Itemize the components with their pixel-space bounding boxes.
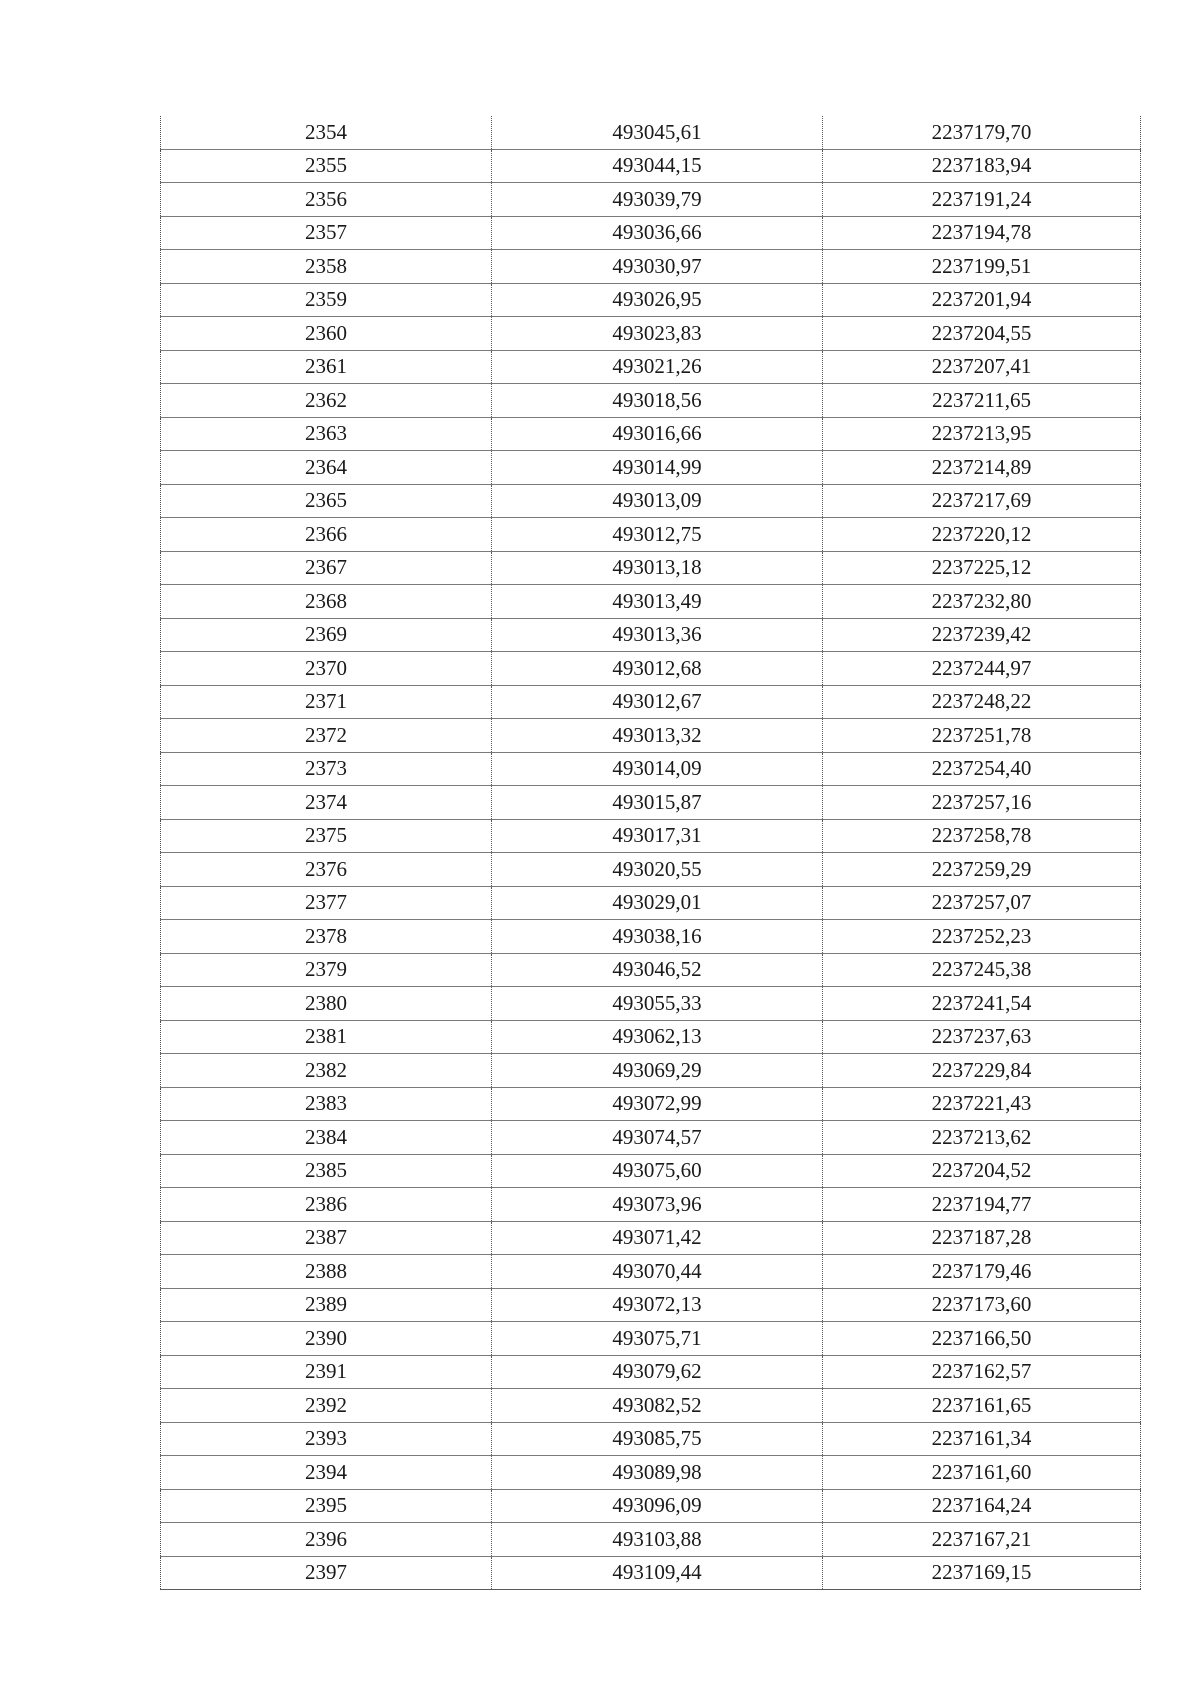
table-row [161,1087,1141,1121]
point-number-cell: 2365 [161,484,492,518]
x-coordinate-cell: 493109,44 [492,1556,823,1590]
x-coordinate-cell: 493089,98 [492,1456,823,1490]
table-row [161,853,1141,887]
y-coordinate-cell: 2237239,42 [823,618,1141,652]
point-number-cell: 2380 [161,987,492,1021]
point-number-cell: 2376 [161,853,492,887]
table-row [161,1355,1141,1389]
point-number-cell: 2385 [161,1154,492,1188]
table-row [161,819,1141,853]
table-row [161,250,1141,284]
y-coordinate-cell: 2237173,60 [823,1288,1141,1322]
y-coordinate-cell: 2237161,34 [823,1422,1141,1456]
table-row [161,886,1141,920]
y-coordinate-cell: 2237258,78 [823,819,1141,853]
x-coordinate-cell: 493046,52 [492,953,823,987]
x-coordinate-cell: 493013,49 [492,585,823,619]
x-coordinate-cell: 493013,32 [492,719,823,753]
point-number-cell: 2372 [161,719,492,753]
point-number-cell: 2356 [161,183,492,217]
x-coordinate-cell: 493070,44 [492,1255,823,1289]
x-coordinate-cell: 493017,31 [492,819,823,853]
y-coordinate-cell: 2237167,21 [823,1523,1141,1557]
point-number-cell: 2381 [161,1020,492,1054]
x-coordinate-cell: 493073,96 [492,1188,823,1222]
x-coordinate-cell: 493014,99 [492,451,823,485]
y-coordinate-cell: 2237254,40 [823,752,1141,786]
point-number-cell: 2371 [161,685,492,719]
x-coordinate-cell: 493075,71 [492,1322,823,1356]
table-row [161,685,1141,719]
table-row [161,1020,1141,1054]
y-coordinate-cell: 2237204,55 [823,317,1141,351]
table-row [161,987,1141,1021]
x-coordinate-cell: 493012,75 [492,518,823,552]
x-coordinate-cell: 493020,55 [492,853,823,887]
y-coordinate-cell: 2237179,46 [823,1255,1141,1289]
y-coordinate-cell: 2237225,12 [823,551,1141,585]
x-coordinate-cell: 493016,66 [492,417,823,451]
point-number-cell: 2389 [161,1288,492,1322]
x-coordinate-cell: 493071,42 [492,1221,823,1255]
point-number-cell: 2386 [161,1188,492,1222]
y-coordinate-cell: 2237257,07 [823,886,1141,920]
table-row [161,953,1141,987]
coordinates-table-body [161,116,1141,1590]
y-coordinate-cell: 2237179,70 [823,116,1141,149]
table-row [161,585,1141,619]
point-number-cell: 2366 [161,518,492,552]
point-number-cell: 2394 [161,1456,492,1490]
x-coordinate-cell: 493045,61 [492,116,823,149]
y-coordinate-cell: 2237252,23 [823,920,1141,954]
y-coordinate-cell: 2237244,97 [823,652,1141,686]
point-number-cell: 2377 [161,886,492,920]
x-coordinate-cell: 493012,68 [492,652,823,686]
y-coordinate-cell: 2237194,77 [823,1188,1141,1222]
point-number-cell: 2387 [161,1221,492,1255]
x-coordinate-cell: 493013,18 [492,551,823,585]
y-coordinate-cell: 2237214,89 [823,451,1141,485]
y-coordinate-cell: 2237161,60 [823,1456,1141,1490]
table-row [161,1322,1141,1356]
coordinates-table [160,116,1141,1590]
point-number-cell: 2363 [161,417,492,451]
x-coordinate-cell: 493072,99 [492,1087,823,1121]
table-row [161,1422,1141,1456]
x-coordinate-cell: 493013,09 [492,484,823,518]
y-coordinate-cell: 2237201,94 [823,283,1141,317]
y-coordinate-cell: 2237169,15 [823,1556,1141,1590]
table-row [161,283,1141,317]
table-row [161,1154,1141,1188]
point-number-cell: 2362 [161,384,492,418]
point-number-cell: 2370 [161,652,492,686]
point-number-cell: 2395 [161,1489,492,1523]
y-coordinate-cell: 2237220,12 [823,518,1141,552]
y-coordinate-cell: 2237166,50 [823,1322,1141,1356]
table-row [161,786,1141,820]
y-coordinate-cell: 2237257,16 [823,786,1141,820]
x-coordinate-cell: 493069,29 [492,1054,823,1088]
y-coordinate-cell: 2237245,38 [823,953,1141,987]
table-row [161,1489,1141,1523]
point-number-cell: 2364 [161,451,492,485]
y-coordinate-cell: 2237241,54 [823,987,1141,1021]
point-number-cell: 2390 [161,1322,492,1356]
x-coordinate-cell: 493039,79 [492,183,823,217]
table-row [161,417,1141,451]
point-number-cell: 2354 [161,116,492,149]
y-coordinate-cell: 2237217,69 [823,484,1141,518]
x-coordinate-cell: 493103,88 [492,1523,823,1557]
table-row [161,317,1141,351]
x-coordinate-cell: 493074,57 [492,1121,823,1155]
y-coordinate-cell: 2237237,63 [823,1020,1141,1054]
y-coordinate-cell: 2237187,28 [823,1221,1141,1255]
x-coordinate-cell: 493012,67 [492,685,823,719]
table-row [161,1121,1141,1155]
x-coordinate-cell: 493014,09 [492,752,823,786]
table-row [161,920,1141,954]
table-row [161,183,1141,217]
y-coordinate-cell: 2237194,78 [823,216,1141,250]
x-coordinate-cell: 493079,62 [492,1355,823,1389]
point-number-cell: 2379 [161,953,492,987]
table-row [161,618,1141,652]
x-coordinate-cell: 493082,52 [492,1389,823,1423]
y-coordinate-cell: 2237204,52 [823,1154,1141,1188]
table-row [161,1188,1141,1222]
y-coordinate-cell: 2237248,22 [823,685,1141,719]
x-coordinate-cell: 493075,60 [492,1154,823,1188]
x-coordinate-cell: 493085,75 [492,1422,823,1456]
point-number-cell: 2388 [161,1255,492,1289]
y-coordinate-cell: 2237162,57 [823,1355,1141,1389]
y-coordinate-cell: 2237191,24 [823,183,1141,217]
table-row [161,1556,1141,1590]
table-row [161,1523,1141,1557]
x-coordinate-cell: 493044,15 [492,149,823,183]
x-coordinate-cell: 493072,13 [492,1288,823,1322]
table-row [161,752,1141,786]
x-coordinate-cell: 493096,09 [492,1489,823,1523]
point-number-cell: 2374 [161,786,492,820]
point-number-cell: 2378 [161,920,492,954]
y-coordinate-cell: 2237251,78 [823,719,1141,753]
y-coordinate-cell: 2237229,84 [823,1054,1141,1088]
table-row [161,149,1141,183]
y-coordinate-cell: 2237164,24 [823,1489,1141,1523]
table-row [161,1389,1141,1423]
x-coordinate-cell: 493018,56 [492,384,823,418]
y-coordinate-cell: 2237232,80 [823,585,1141,619]
point-number-cell: 2393 [161,1422,492,1456]
table-row [161,719,1141,753]
point-number-cell: 2375 [161,819,492,853]
point-number-cell: 2359 [161,283,492,317]
x-coordinate-cell: 493023,83 [492,317,823,351]
table-row [161,350,1141,384]
table-row [161,384,1141,418]
table-row [161,1456,1141,1490]
x-coordinate-cell: 493030,97 [492,250,823,284]
point-number-cell: 2367 [161,551,492,585]
point-number-cell: 2368 [161,585,492,619]
table-row [161,652,1141,686]
y-coordinate-cell: 2237259,29 [823,853,1141,887]
x-coordinate-cell: 493015,87 [492,786,823,820]
x-coordinate-cell: 493021,26 [492,350,823,384]
point-number-cell: 2355 [161,149,492,183]
table-row [161,1221,1141,1255]
table-row [161,551,1141,585]
point-number-cell: 2397 [161,1556,492,1590]
point-number-cell: 2357 [161,216,492,250]
point-number-cell: 2361 [161,350,492,384]
y-coordinate-cell: 2237211,65 [823,384,1141,418]
table-row [161,484,1141,518]
point-number-cell: 2373 [161,752,492,786]
point-number-cell: 2383 [161,1087,492,1121]
y-coordinate-cell: 2237183,94 [823,149,1141,183]
point-number-cell: 2382 [161,1054,492,1088]
table-row [161,518,1141,552]
table-row [161,116,1141,149]
y-coordinate-cell: 2237213,62 [823,1121,1141,1155]
y-coordinate-cell: 2237213,95 [823,417,1141,451]
y-coordinate-cell: 2237207,41 [823,350,1141,384]
x-coordinate-cell: 493038,16 [492,920,823,954]
x-coordinate-cell: 493036,66 [492,216,823,250]
x-coordinate-cell: 493062,13 [492,1020,823,1054]
point-number-cell: 2392 [161,1389,492,1423]
y-coordinate-cell: 2237221,43 [823,1087,1141,1121]
table-row [161,216,1141,250]
x-coordinate-cell: 493013,36 [492,618,823,652]
point-number-cell: 2369 [161,618,492,652]
y-coordinate-cell: 2237199,51 [823,250,1141,284]
x-coordinate-cell: 493026,95 [492,283,823,317]
point-number-cell: 2391 [161,1355,492,1389]
point-number-cell: 2396 [161,1523,492,1557]
table-row [161,1288,1141,1322]
point-number-cell: 2360 [161,317,492,351]
point-number-cell: 2358 [161,250,492,284]
x-coordinate-cell: 493029,01 [492,886,823,920]
point-number-cell: 2384 [161,1121,492,1155]
table-row [161,451,1141,485]
y-coordinate-cell: 2237161,65 [823,1389,1141,1423]
x-coordinate-cell: 493055,33 [492,987,823,1021]
table-row [161,1255,1141,1289]
table-row [161,1054,1141,1088]
